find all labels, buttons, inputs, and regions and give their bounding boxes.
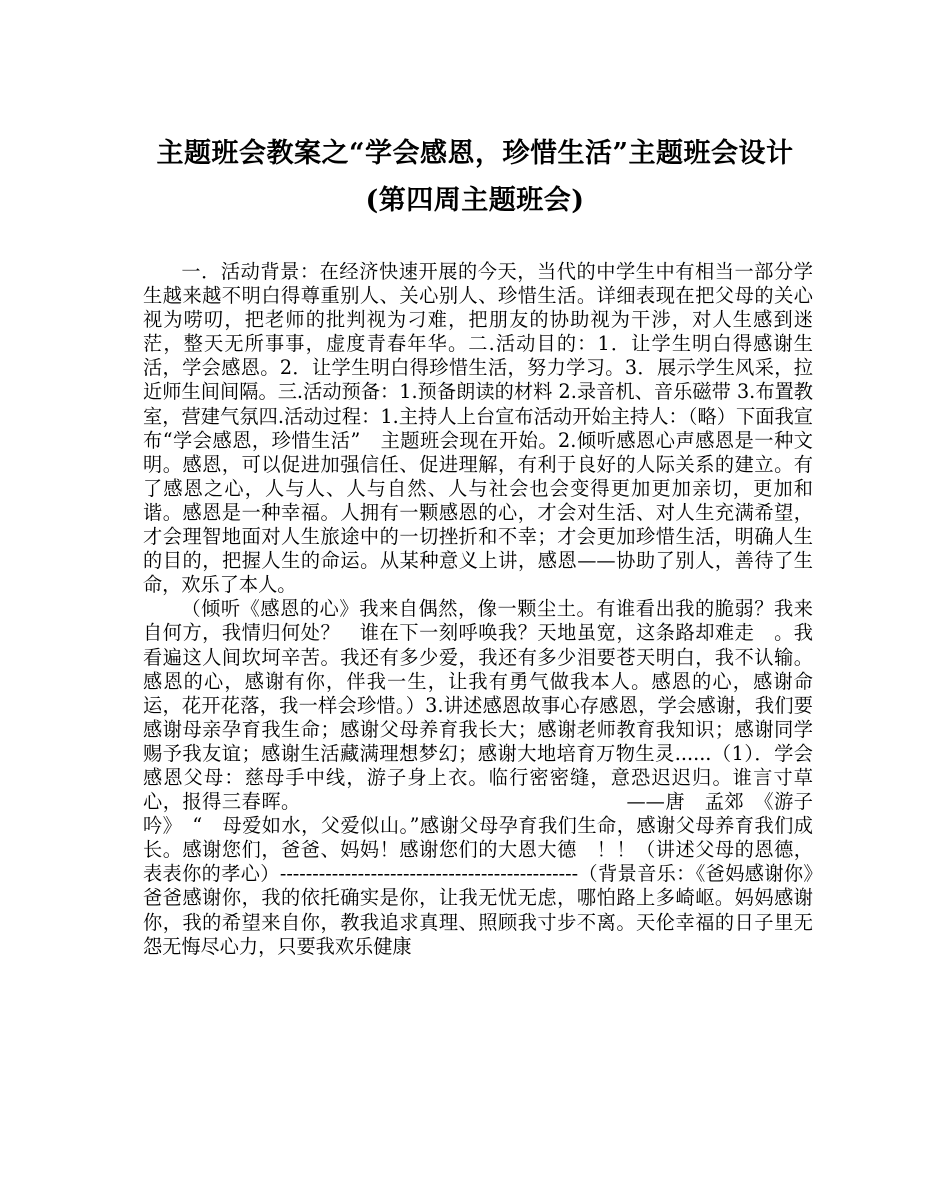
document-body: [143, 260, 813, 959]
body-paragraph-1: 一．活动背景：在经济快速开展的今天，当代的中学生中有相当一部分学生越来越不明白得尊重别人、关心别人、珍惜生活。详细表现在把父母的关心视为唠叨，把老师的批判视为刁难，把朋友的协助视为干涉，对人生感到迷茫，整天无所事事，虚度青春年华。二.活动目的：1．让学生明白得感谢生活，学会感恩。2．让学生明白得珍惜生活，努力学习。3．展示学生风采，拉近师生间间隔。三.活动预备：1.预备朗读的材料 2.录音机、音乐磁带 3.布置教室，营建气氛四.活动过程：1.主持人上台宣布活动开始主持人：（略）下面我宣布“学会感恩，珍惜生活” 主题班会现在开始。2.倾听感恩心声感恩是一种文明。感恩，可以促进加强信任、促进理解，有利于良好的人际关系的建立。有了感恩之心，人与人、人与自然、人与社会也会变得更加更加亲切，更加和谐。感恩是一种幸福。人拥有一颗感恩的心，才会对生活、对人生充满希望，才会理智地面对人生旅途中的一切挫折和不幸；才会更加珍惜生活，明确人生的目的，把握人生的命运。从某种意义上讲，感恩——协助了别人，善待了生命，欢乐了本人。: [143, 260, 813, 597]
body-paragraph-2: （倾听《感恩的心》我来自偶然，像一颗尘土。有谁看出我的脆弱？我来自何方，我情归何处？ 谁在下一刻呼唤我？天地虽宽，这条路却难走 。我看遍这人间坎坷辛苦。我还有多少爱，我还有多少泪要苍天明白，我不认输。感恩的心，感谢有你，伴我一生，让我有勇气做我本人。感恩的心，感谢命运，花开花落，我一样会珍惜。）3.讲述感恩故事心存感恩，学会感谢，我们要感谢母亲孕育我生命；感谢父母养育我长大；感谢老师教育我知识；感谢同学赐予我友谊；感谢生活藏满理想梦幻；感谢大地培育万物生灵......（1）．学会感恩父母：慈母手中线，游子身上衣。临行密密缝，意恐迟迟归。谁言寸草心，报得三春晖。 ——唐 孟郊 《游子吟》 “ 母爱如水，父爱似山。”感谢父母孕育我们生命，感谢父母养育我们成长。感谢您们，爸爸、妈妈！感谢您们的大恩大德 ！！（讲述父母的恩德，表表你的孝心）----------------------------------------------（背景音乐：《爸妈感谢你》爸爸感谢你，我的依托确实是你，让我无忧无虑，哪怕路上多崎岖。妈妈感谢你，我的希望来自你，教我追求真理、照顾我寸步不离。天伦幸福的日子里无怨无悔尽心力，只要我欢乐健康: [143, 597, 813, 958]
document-subtitle: (第四周主题班会): [365, 185, 585, 216]
document-title: 主题班会教案之“学会感恩，珍惜生活”主题班会设计: [156, 138, 794, 169]
